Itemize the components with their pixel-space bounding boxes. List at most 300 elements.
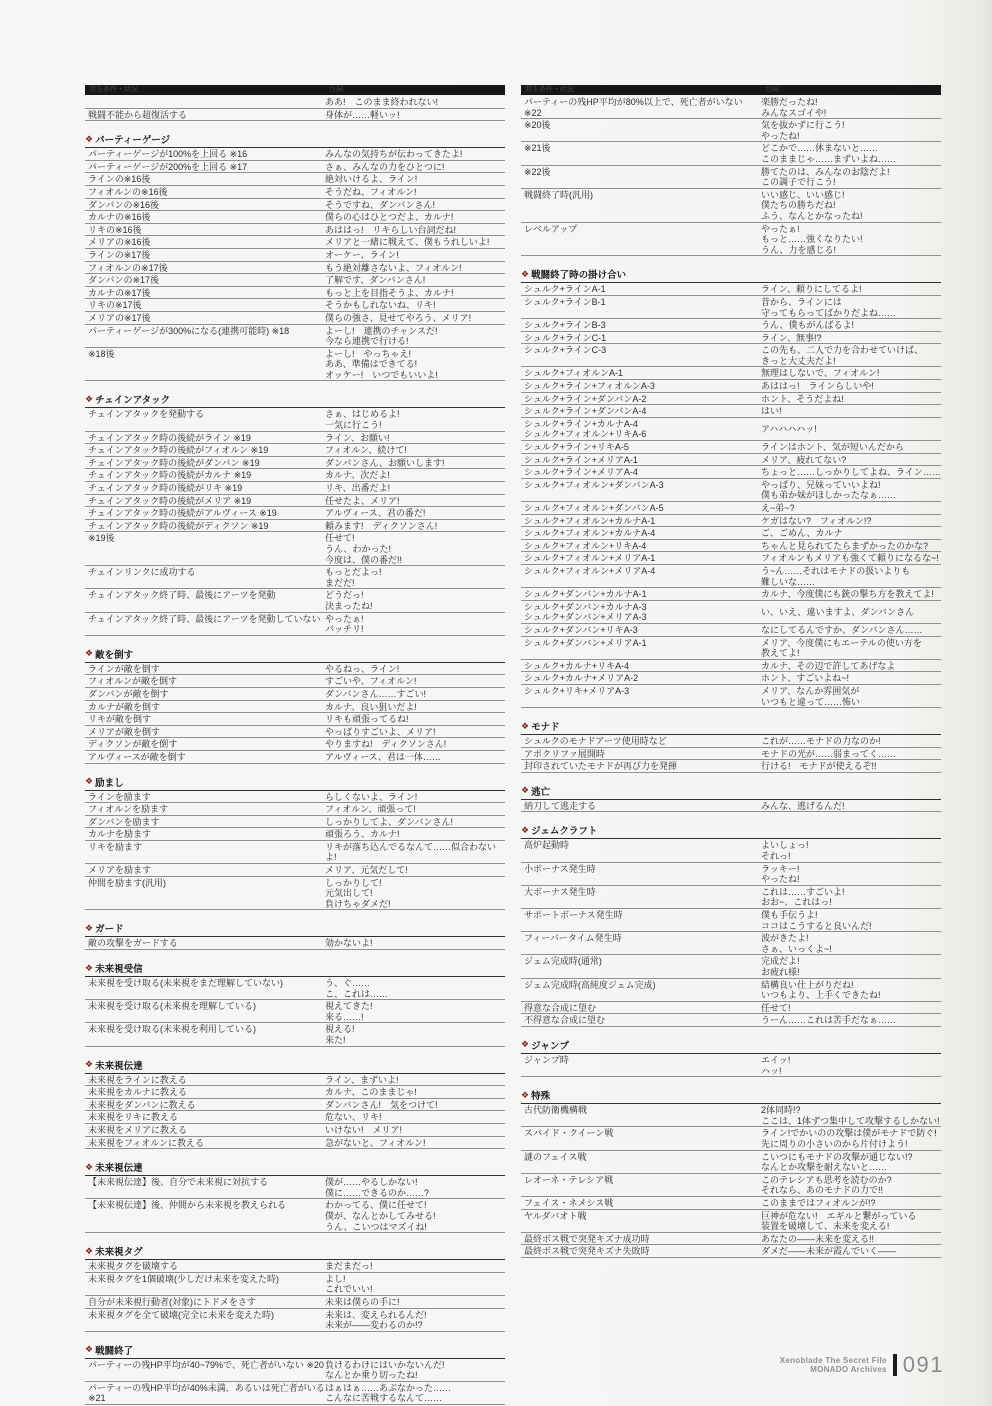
condition-text: 未来視を受け取る(未来視を理解している) [88,1001,256,1012]
table-row [521,1174,941,1197]
condition-cell [521,625,761,636]
quote-text: どうだっ! [325,590,364,601]
dialogue-table [85,408,505,635]
quote-text: え~弟~? [761,503,795,513]
condition-text: ダンバンの※17後 [88,275,160,286]
condition-cell [85,727,325,738]
condition-cell [85,1001,325,1022]
condition-text: シュルク+カルナ+リキA-4 [524,660,630,671]
condition-cell [521,761,761,772]
table-row [521,418,941,441]
quote-cell [325,1138,505,1149]
condition-text: シュルク+ライン+メリアA-1 [524,454,638,465]
dialogue-table [85,1176,505,1233]
table-row [85,532,505,566]
quote-cell [761,1234,941,1245]
table-row [521,979,941,1002]
quote-cell [325,1087,505,1098]
condition-text: フィーバータイム発生時 [524,933,622,944]
table-row [85,325,505,348]
quote-cell [325,149,505,160]
quote-cell [325,614,505,635]
condition-text: ジャンプ時 [524,1054,569,1065]
quote-text: バッチリ! [325,624,364,635]
condition-cell [521,419,761,440]
quote-cell [325,842,505,863]
quote-text: オーケー、ライン! [325,249,399,260]
condition-cell [85,212,325,223]
dialogue-table [85,937,505,950]
quote-cell [325,865,505,876]
quote-cell [325,878,505,910]
section-title: 戦闘終了時の掛け合い [531,270,627,282]
condition-text: フィオルンを励ます [88,804,169,815]
right-column [521,85,941,1258]
condition-text: 未来視をリキに教える [88,1112,179,1123]
section-header [85,775,505,791]
section-header [521,1038,941,1054]
dialogue-table [521,1104,941,1258]
table-row [521,283,941,296]
condition-cell [521,553,761,564]
condition-cell [85,174,325,185]
quote-text: 勝てたのは、みんなのお陰だよ! [761,166,890,177]
condition-text: 得意な合成に望む [524,1002,597,1013]
condition-cell [521,1211,761,1232]
condition-text: シュルク+ライン+リキA-5 [524,442,629,453]
condition-text: シュルク+ダンバン+カルナA-3 [524,601,647,612]
quote-text: みんな、逃げるんだ! [761,800,845,811]
quote-text: エイッ! [761,1054,791,1065]
quote-cell [325,1274,505,1295]
condition-text: シュルク+フィオルン+カルナA-4 [524,528,656,539]
condition-cell [521,541,761,552]
quote-text: 任せて! [761,1002,791,1013]
quote-text: やりますね! ディクソンさん! [325,739,447,750]
condition-cell [521,368,761,379]
condition-cell [521,1015,761,1026]
quote-text: アルヴィース、君は一体…… [325,751,441,762]
quote-cell [761,1198,941,1209]
condition-cell [85,1100,325,1111]
table-row [85,520,505,533]
quote-cell [761,736,941,747]
condition-cell [521,120,761,141]
table-row [85,675,505,688]
quote-text: ライン、頼りにしてるよ! [761,284,862,295]
condition-cell [85,1274,325,1295]
quote-cell [325,483,505,494]
quote-cell [325,714,505,725]
quote-cell [325,162,505,173]
quote-text: ああ! このまま終われない! [325,97,439,107]
quote-text: そうだね、フィオルン! [325,186,417,197]
condition-cell [521,887,761,908]
quote-text: う~ん……それはモナドの扱いよりも [761,565,911,576]
section-diamond-icon: ❖ [521,1089,530,1100]
section-title: 逃亡 [531,786,551,798]
quote-text: フィオルン、頑張って! [325,804,416,815]
table-row [85,1023,505,1046]
quote-cell [325,313,505,324]
condition-text: ※21後 [524,143,551,154]
quote-text: 僕に……できるのか……? [325,1187,430,1198]
table-row [85,224,505,237]
quote-text: らしくないよ、ライン! [325,791,418,802]
quote-cell [761,190,941,222]
quote-cell [325,938,505,949]
condition-text: シュルク+ダンバン+メリアA-1 [524,637,647,648]
section-header [521,823,941,839]
condition-cell [85,300,325,311]
quote-text: こ、これは…… [325,988,389,999]
section-title: 特殊 [531,1091,551,1103]
table-header-bar [521,85,941,95]
quote-text: うん、力を感じる! [761,244,837,255]
quote-cell [761,167,941,188]
condition-text: 未来視タグを1個破壊(少しだけ未来を変えた時) [88,1273,280,1284]
quote-cell [761,406,941,417]
condition-cell [85,1075,325,1086]
table-row [521,332,941,345]
table-row [521,454,941,467]
condition-cell [85,865,325,876]
condition-cell [85,445,325,456]
quote-text: やったね! [761,130,800,141]
quote-text: 負けるわけにはいかないんだ! [325,1359,445,1370]
table-row [85,877,505,911]
quote-text: これは……すごいよ! [761,886,845,897]
quote-cell [761,480,941,501]
condition-text: 謎のフェイス戦 [524,1151,587,1162]
quote-text: ダメだ——未来が霞んでいく—— [761,1246,897,1257]
section-header [85,1058,505,1074]
quote-cell [761,749,941,760]
condition-cell [85,326,325,347]
quote-text: わかってる、僕に任せて! [325,1200,427,1211]
table-row [521,405,941,418]
quote-cell [761,840,941,861]
condition-text: シュルクのモナドアーツ使用時など [524,736,667,747]
quote-cell [761,661,941,672]
condition-cell [85,804,325,815]
table-row [85,828,505,841]
table-row [85,109,505,122]
quote-cell [761,284,941,295]
condition-text: 【未来視伝達】後、自分で未来視に対抗する [88,1177,269,1188]
condition-text [88,97,325,108]
condition-cell [85,250,325,261]
table-row [521,909,941,932]
condition-text: 不得意な合成に望む [524,1015,606,1026]
quote-cell [761,673,941,684]
quote-text: しっかりして! [325,877,382,888]
condition-cell [521,602,761,623]
condition-cell [521,224,761,256]
section-diamond-icon: ❖ [85,393,94,404]
quote-cell [325,533,505,565]
table-row [85,469,505,482]
table-row [521,142,941,165]
table-row [521,1054,941,1077]
table-row [521,955,941,978]
condition-text: シュルク+フィオルン+リキA-6 [524,429,647,440]
condition-cell [85,878,325,910]
table-row [521,1104,941,1127]
quote-text: 頑張ろう、カルナ! [325,829,400,840]
quote-text: アルヴィース、君の番だ! [325,508,426,519]
condition-text: リキが敵を倒す [88,714,152,725]
quote-cell [325,521,505,532]
condition-cell [85,458,325,469]
section-diamond-icon: ❖ [85,1161,94,1172]
quote-cell [761,503,941,514]
dialogue-table [85,1074,505,1150]
condition-text: シュルク+フィオルン+ダンバンA-5 [524,503,664,513]
dialogue-table [85,791,505,911]
table-row [85,937,505,950]
table-row [521,1210,941,1233]
table-row [521,393,941,406]
section-header [85,921,505,937]
condition-cell [521,1246,761,1257]
column-header-condition: 発生条件・状況 [89,86,138,93]
condition-cell [85,483,325,494]
table-row [521,748,941,761]
condition-cell [521,686,761,707]
quote-text: 今なら連携で行ける! [325,336,409,347]
condition-cell [85,689,325,700]
quote-text: もっと上を目指そうよ、カルナ! [325,287,454,298]
condition-text: ヤルダバオト戦 [524,1210,587,1221]
quote-cell [325,300,505,311]
section-header [85,1160,505,1176]
quote-cell [325,225,505,236]
quote-cell [761,1015,941,1026]
condition-text: ※18後 [88,348,115,359]
condition-cell [85,162,325,173]
condition-text: 未来視をフィオルンに教える [88,1137,205,1148]
table-row [521,760,941,773]
quote-cell [325,250,505,261]
condition-text: パーティーゲージが300%になる(連携可能時) ※18 [88,325,290,336]
dialogue-table [85,148,505,381]
condition-text: フェイス・ネメシス戦 [524,1197,614,1208]
condition-text: シュルク+ラインB-1 [524,296,606,307]
condition-cell [521,589,761,600]
condition-text: 古代防衛機構戦 [524,1105,588,1116]
condition-text: シュルク+ライン+メリアA-4 [524,467,638,478]
quote-text: やったぁ! [325,613,364,624]
condition-cell [521,736,761,747]
table-row [85,1000,505,1023]
table-row [521,863,941,886]
quote-text: ダンバンさん……すごい! [325,688,426,699]
section-title: 未来視受信 [95,964,143,976]
table-row [85,236,505,249]
section-diamond-icon: ❖ [85,1344,94,1355]
condition-text: サポートボーナス発生時 [524,910,623,921]
quote-text: やっぱりすごいよ、メリア! [325,726,436,737]
quote-text: このテレシアも思考を読むのか? [761,1174,892,1185]
quote-text: うん、わかった! [325,544,392,554]
quote-cell [325,187,505,198]
condition-cell [521,1152,761,1173]
condition-text: チェインアタック時の後続がライン ※19 [88,432,251,443]
quote-cell [325,978,505,999]
condition-text: シュルク+ライン+ダンバンA-2 [524,393,647,404]
quote-cell [325,212,505,223]
quote-text: ライン!でかいのの攻撃は僕がモナドで防ぐ! [761,1128,937,1139]
quote-cell [325,1075,505,1086]
condition-cell [521,1055,761,1076]
table-row [521,1014,941,1027]
table-row [85,249,505,262]
condition-cell [521,566,761,587]
condition-cell [521,840,761,861]
quote-text: い、いえ、違いますよ、ダンバンさん [761,607,915,618]
quote-text: 元気出して! [325,888,373,899]
condition-cell [85,313,325,324]
dialogue-table [85,977,505,1047]
table-row [521,565,941,588]
quote-cell [325,433,505,444]
quote-text: こいつにもモナドの攻撃が通じない!? [761,1151,913,1162]
condition-text: チェインアタックを発動する [88,409,205,420]
quote-cell [761,864,941,885]
quote-text: やっぱり、兄妹っていいよね! [761,479,881,490]
condition-text: チェインアタック終了時、最後にアーツを発動していない [88,613,321,624]
quote-cell [325,1297,505,1308]
section-diamond-icon: ❖ [85,1245,94,1256]
condition-text: リキの※17後 [88,300,142,311]
quote-text: 危ない、リキ! [325,1112,382,1123]
quote-cell [761,1003,941,1014]
quote-text: やるねっ、ライン! [325,663,400,674]
table-row [85,348,505,382]
quote-text: 教えてよ! [761,648,800,659]
table-row [521,1002,941,1015]
table-row [521,479,941,502]
quote-cell [761,333,941,344]
condition-cell [521,1175,761,1196]
quote-cell [761,686,941,707]
table-row [85,444,505,457]
quote-cell [761,467,941,478]
dialogue-table [521,283,941,708]
section-diamond-icon: ❖ [85,648,94,659]
condition-text: シュルク+フィオルン+リキA-4 [524,540,647,551]
quote-cell [325,1100,505,1111]
quote-cell [325,326,505,347]
quote-text: 気を抜かずに行こう! [761,120,845,131]
condition-text: カルナが敵を倒す [88,701,161,712]
section-diamond-icon: ❖ [85,1059,94,1070]
quote-text: この先も、二人で力を合わせていけば、 [761,345,924,356]
condition-text: アルヴィースが敵を倒す [88,751,186,762]
quote-cell [325,110,505,121]
table-row [85,148,505,161]
section-header [85,392,505,408]
condition-text: リキを励ます [88,841,143,852]
quote-text: これが……モナドの力なのか! [761,736,881,747]
table-header-bar [85,85,505,95]
table-row [85,1296,505,1309]
quote-cell [325,275,505,286]
condition-cell [85,664,325,675]
condition-cell [85,702,325,713]
table-row [85,663,505,676]
quote-text: 来た! [325,1035,346,1045]
quote-text: ケガはない? フィオルン!? [761,515,872,526]
condition-cell [85,149,325,160]
quote-text: 了解です、ダンバンさん! [325,275,426,286]
section-title: 敵を倒す [95,649,134,661]
quote-cell [325,1310,505,1331]
condition-cell [85,817,325,828]
footer-divider-bar [893,1354,897,1376]
quote-text: ダンバンさん、お願いします! [325,457,445,468]
condition-cell [521,284,761,295]
condition-text: 自分が未来視行動者(対象)にトドメをさす [88,1296,256,1307]
condition-cell [85,739,325,750]
quote-text: カルナ、その辺で許してあげなよ [761,660,896,671]
quote-text: 視えてきた! [325,1001,373,1012]
condition-cell [85,567,325,588]
condition-text: カルナの※17後 [88,287,151,298]
quote-text: 昔から、ラインには [761,296,842,307]
condition-text: シュルク+ライン+ダンバンA-4 [524,406,647,417]
section-title: ジャンプ [531,1040,569,1052]
quote-cell [761,368,941,379]
section-title: チェインアタック [95,395,171,407]
condition-text: アポクリファ展開時 [524,748,605,759]
quote-cell [761,1246,941,1257]
dialogue-table [85,1359,505,1405]
condition-text: 未来視をダンバンに教える [88,1099,196,1110]
quote-text: なんとか乗り切ったね! [325,1370,418,1381]
table-row [85,432,505,445]
condition-text: 敵の攻撃をガードする [88,938,178,949]
quote-cell [325,1024,505,1045]
quote-text: 急がないと、フィオルン! [325,1137,426,1148]
quote-text: みんなスゴイや! [761,107,827,118]
section-header [85,1343,505,1359]
quote-cell [325,1112,505,1123]
condition-text: メリアの※17後 [88,312,151,323]
condition-text: 未来視をカルナに教える [88,1087,188,1098]
table-row [85,173,505,186]
section-diamond-icon: ❖ [521,268,530,279]
quote-text: 巨神が危ない! エギルと繋がっている [761,1210,917,1221]
quote-cell [325,1383,505,1404]
condition-text: パーティーゲージが200%を上回る ※17 [88,161,248,172]
quote-text: ああ、準備はできてる! [325,359,418,370]
condition-text: 未来視タグを全て破壊(完全に未来を変えた時) [88,1309,274,1320]
section-diamond-icon: ❖ [521,785,530,796]
table-row [85,713,505,726]
table-row [521,515,941,528]
condition-cell [85,752,325,763]
section-title: 未来視伝達 [95,1060,143,1072]
quote-cell [325,263,505,274]
quote-cell [325,237,505,248]
quote-cell [325,1001,505,1022]
condition-cell [521,910,761,931]
quote-text: どこかで……休まないと…… [761,143,879,154]
condition-cell [85,1112,325,1123]
quote-text: 難しいな…… [761,576,816,587]
